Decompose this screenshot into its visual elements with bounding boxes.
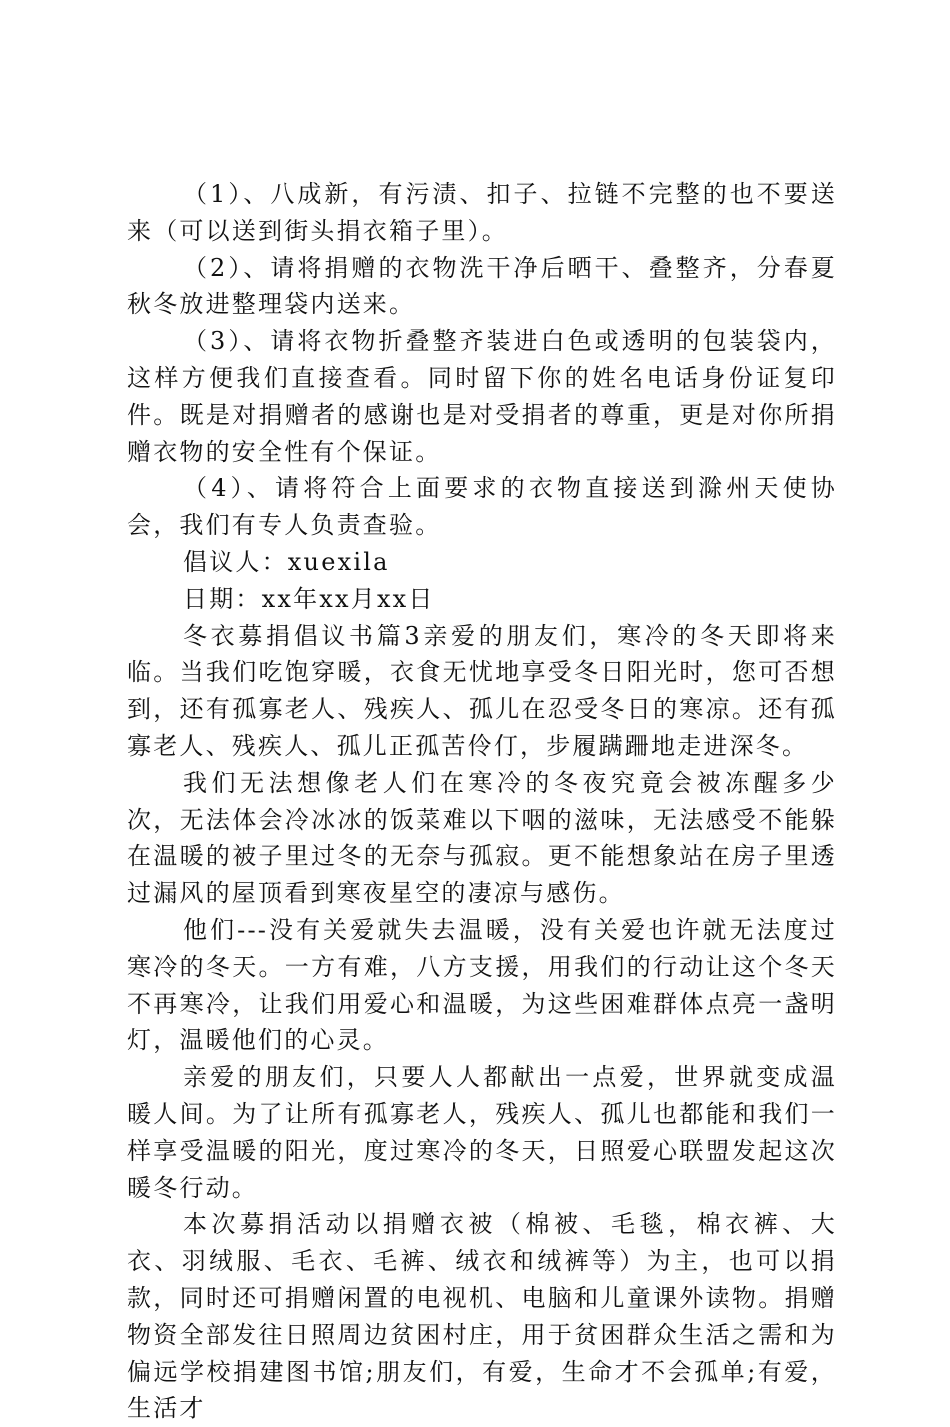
document-body [127,176,837,1427]
initiator-line: 倡议人：xuexila [183,547,390,576]
paragraph-item-4: （4）、请将符合上面要求的衣物直接送到滁州天使协会，我们有专人负责查验。 [127,474,837,540]
date-line: 日期：xx年xx月xx日 [183,584,435,613]
paragraph-they: 他们---没有关爱就失去温暖，没有关爱也许就无法度过寒冷的冬天。一方有难，八方支援，用我们的行动让这个冬天不再寒冷，让我们用爱心和温暖，为这些困难群体点亮一盏明灯，温暖他们的心灵。 [127,915,837,1055]
paragraph-proposal-intro: 冬衣募捐倡议书篇3亲爱的朋友们，寒冷的冬天即将来临。当我们吃饱穿暖，衣食无忧地享受冬日阳光时，您可否想到，还有孤寡老人、残疾人、孤儿在忍受冬日的寒凉。还有孤寡老人、残疾人、孤儿正孤苦伶仃，步履蹒跚地走进深冬。 [127,621,837,760]
paragraph-donation-scope: 本次募捐活动以捐赠衣被（棉被、毛毯，棉衣裤、大衣、羽绒服、毛衣、毛裤、绒衣和绒裤等）为主，也可以捐款，同时还可捐赠闲置的电视机、电脑和儿童课外读物。捐赠物资全部发往日照周边贫困村庄，用于贫困群众生活之需和为偏远学校捐建图书馆;朋友们，有爱，生命才不会孤单;有爱，生活才 [127,1210,837,1423]
paragraph-item-3: （3）、请将衣物折叠整齐装进白色或透明的包装袋内，这样方便我们直接查看。同时留下你的姓名电话身份证复印件。既是对捐赠者的感谢也是对受捐者的尊重，更是对你所捐赠衣物的安全性有个保证。 [127,327,837,466]
paragraph-friends: 亲爱的朋友们，只要人人都献出一点爱，世界就变成温暖人间。为了让所有孤寡老人，残疾人、孤儿也都能和我们一样享受温暖的阳光，度过寒冷的冬天，日照爱心联盟发起这次暖冬行动。 [127,1063,837,1202]
paragraph-item-1: （1）、八成新，有污渍、扣子、拉链不完整的也不要送来（可以送到街头捐衣箱子里）。 [127,180,837,245]
paragraph-item-2: （2）、请将捐赠的衣物洗干净后晒干、叠整齐，分春夏秋冬放进整理袋内送来。 [127,253,837,319]
paragraph-elderly: 我们无法想像老人们在寒冷的冬夜究竟会被冻醒多少次，无法体会冷冰冰的饭菜难以下咽的滋味，无法感受不能躲在温暖的被子里过冬的无奈与孤寂。更不能想象站在房子里透过漏风的屋顶看到寒夜星空的凄凉与感伤。 [127,768,837,908]
